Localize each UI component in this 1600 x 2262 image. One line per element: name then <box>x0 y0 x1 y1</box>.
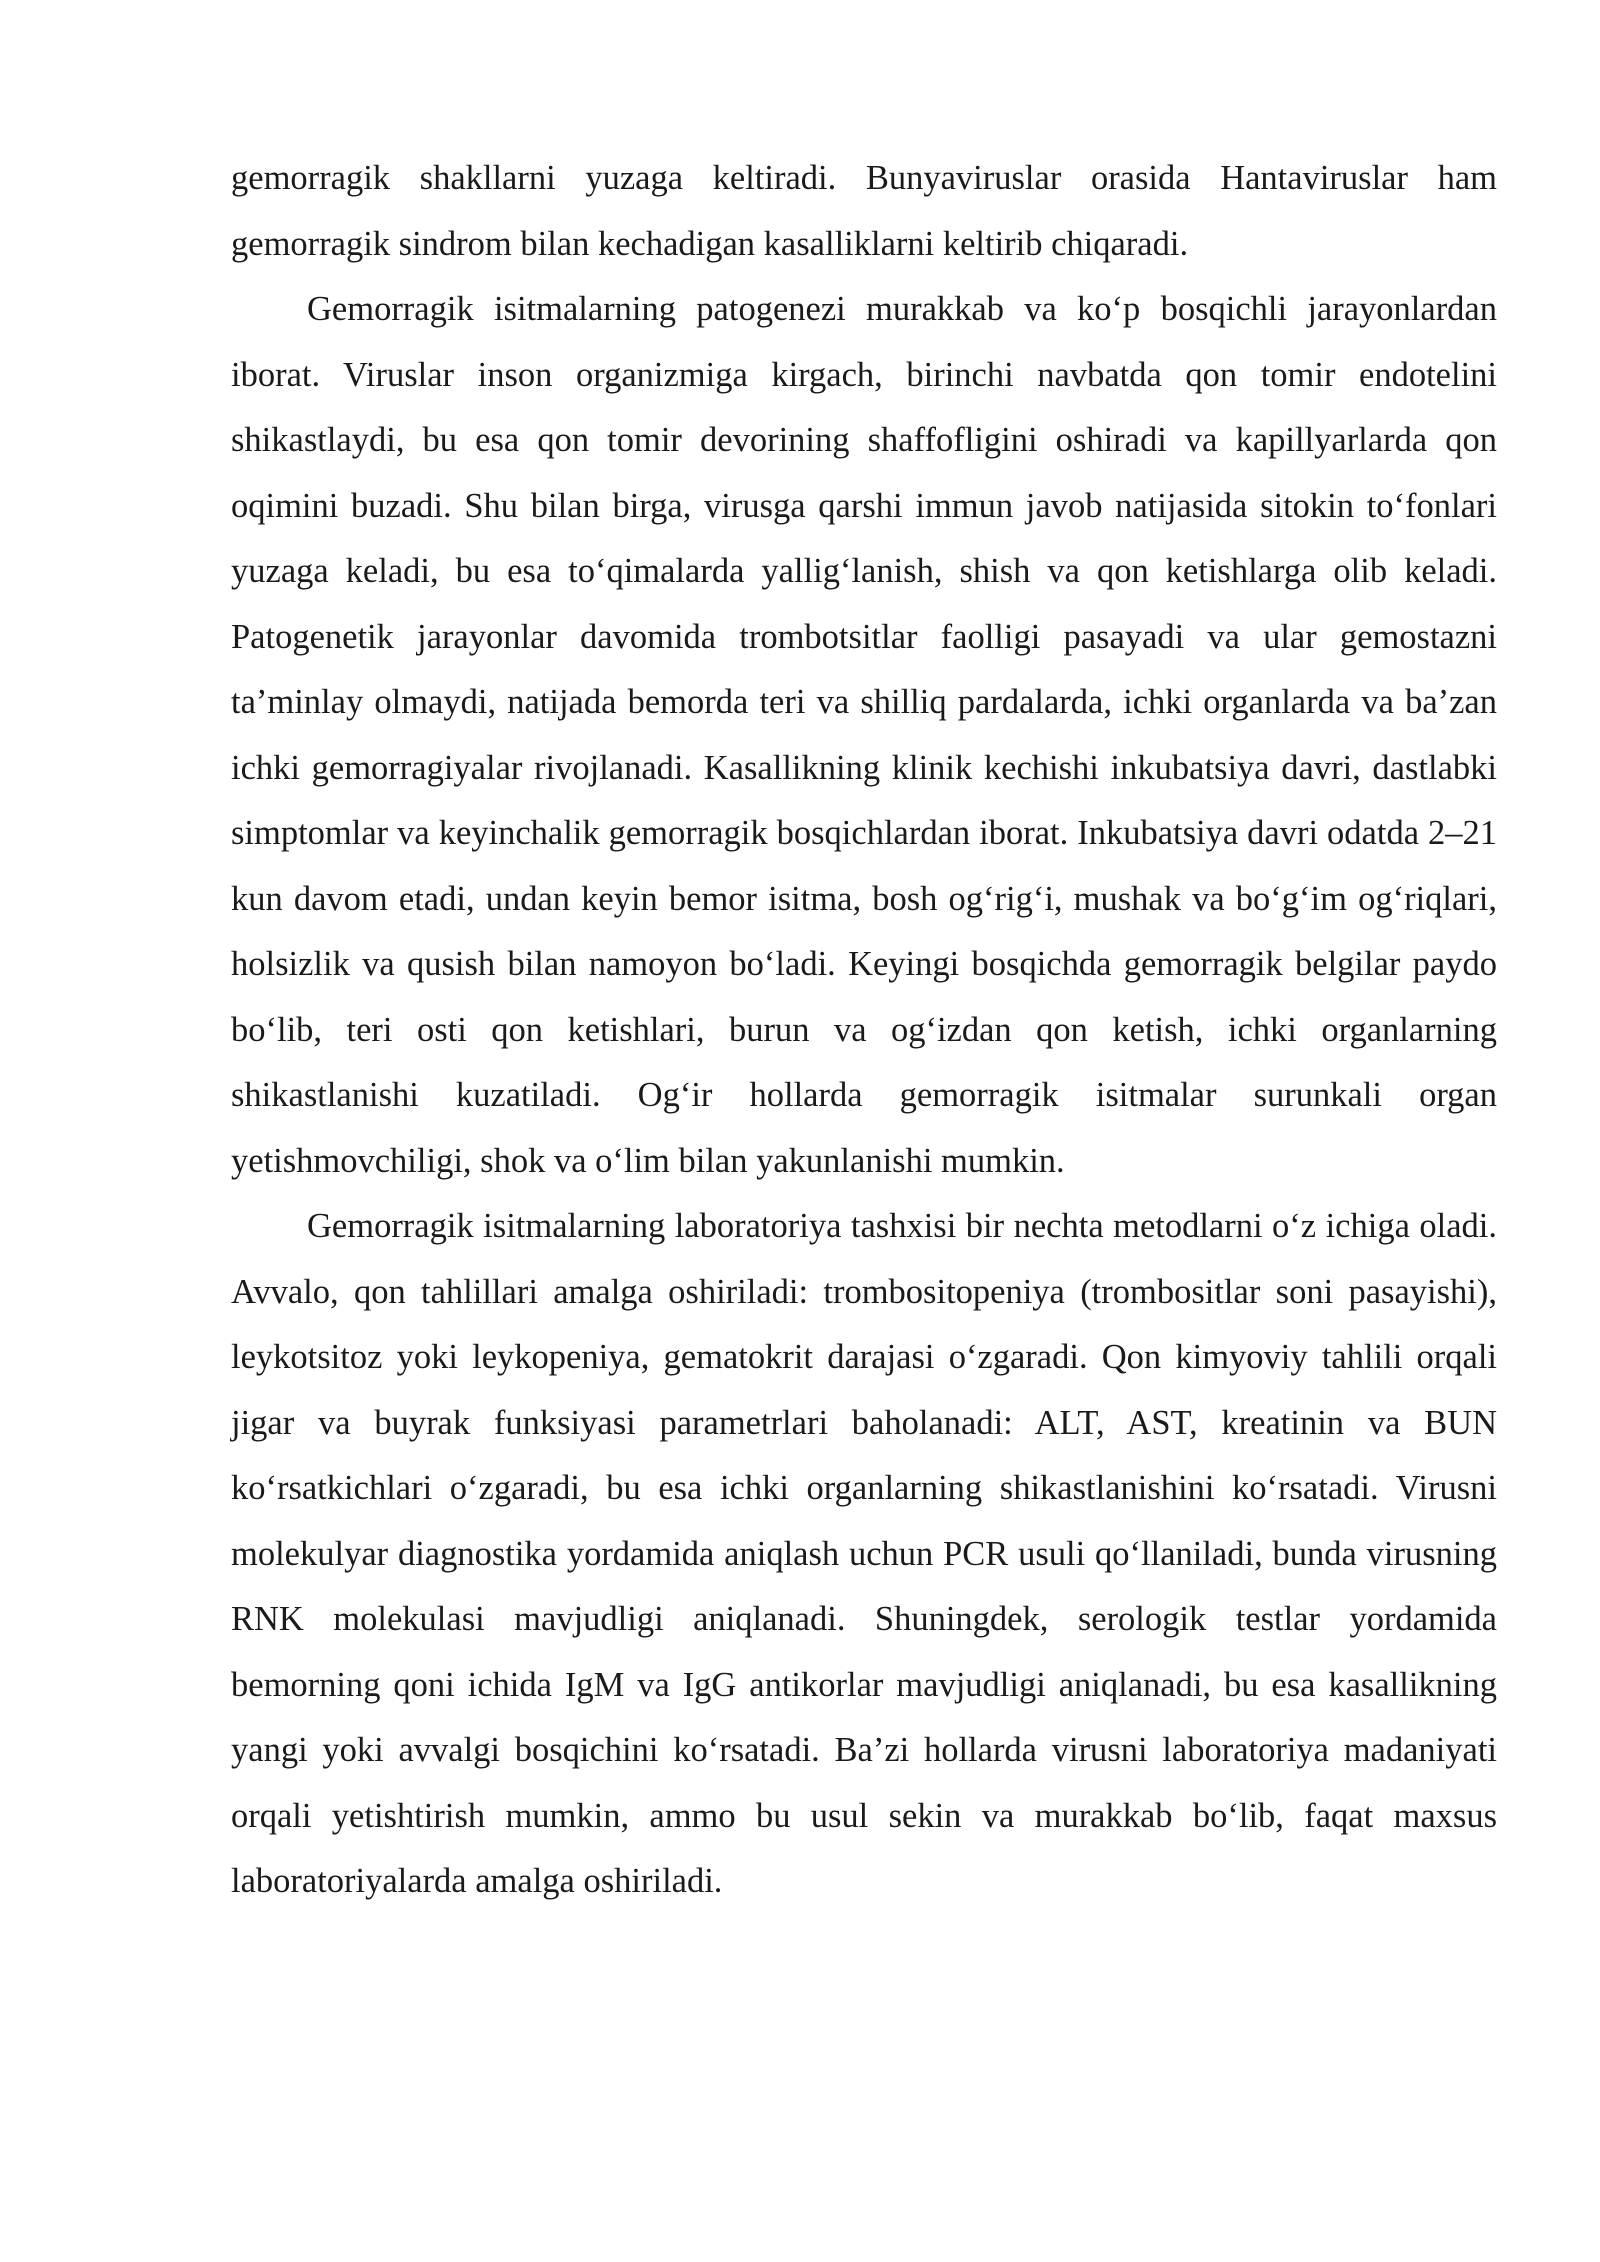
document-body <box>231 146 1497 1915</box>
paragraph-lab-diagnosis: Gemorragik isitmalarning laboratoriya tashxisi bir nechta metodlarni o‘z ichiga oladi. Avvalo, qon tahlillari amalga oshiriladi: trombositopeniya (trombositlar soni pasayishi), leykotsitoz yoki leykopeniya, gematokrit darajasi o‘zgaradi. Qon kimyoviy tahlili orqali jigar va buyrak funksiyasi parametrlari baholanadi: ALT, AST, kreatinin va BUN ko‘rsatkichlari o‘zgaradi, bu esa ichki organlarning shikastlanishini ko‘rsatadi. Virusni molekulyar diagnostika yordamida aniqlash uchun PCR usuli qo‘llaniladi, bunda virusning RNK molekulasi mavjudligi aniqlanadi. Shuningdek, serologik testlar yordamida bemorning qoni ichida IgM va IgG antikorlar mavjudligi aniqlanadi, bu esa kasallikning yangi yoki avvalgi bosqichini ko‘rsatadi. Ba’zi hollarda virusni laboratoriya madaniyati orqali yetishtirish mumkin, ammo bu usul sekin va murakkab bo‘lib, faqat maxsus laboratoriyalarda amalga oshiriladi. <box>231 1207 1497 1900</box>
paragraph-pathogenesis: Gemorragik isitmalarning patogenezi murakkab va ko‘p bosqichli jarayonlardan iborat. Viruslar inson organizmiga kirgach, birinchi navbatda qon tomir endotelini shikastlaydi, bu esa qon tomir devorining shaffofligini oshiradi va kapillyarlarda qon oqimini buzadi. Shu bilan birga, virusga qarshi immun javob natijasida sitokin to‘fonlari yuzaga keladi, bu esa to‘qimalarda yallig‘lanish, shish va qon ketishlarga olib keladi. Patogenetik jarayonlar davomida trombotsitlar faolligi pasayadi va ular gemostazni ta’minlay olmaydi, natijada bemorda teri va shilliq pardalarda, ichki organlarda va ba’zan ichki gemorragiyalar rivojlanadi. Kasallikning klinik kechishi inkubatsiya davri, dastlabki simptomlar va keyinchalik gemorragik bosqichlardan iborat. Inkubatsiya davri odatda 2–21 kun davom etadi, undan keyin bemor isitma, bosh og‘rig‘i, mushak va bo‘g‘im og‘riqlari, holsizlik va qusish bilan namoyon bo‘ladi. Keyingi bosqichda gemorragik belgilar paydo bo‘lib, teri osti qon ketishlari, burun va og‘izdan qon ketish, ichki organlarning shikastlanishi kuzatiladi. Og‘ir hollarda gemorragik isitmalar surunkali organ yetishmovchiligi, shok va o‘lim bilan yakunlanishi mumkin. <box>231 290 1497 1180</box>
paragraph-continuation: gemorragik shakllarni yuzaga keltiradi. Bunyaviruslar orasida Hantaviruslar ham gemorragik sindrom bilan kechadigan kasalliklarni keltirib chiqaradi. <box>231 159 1497 263</box>
